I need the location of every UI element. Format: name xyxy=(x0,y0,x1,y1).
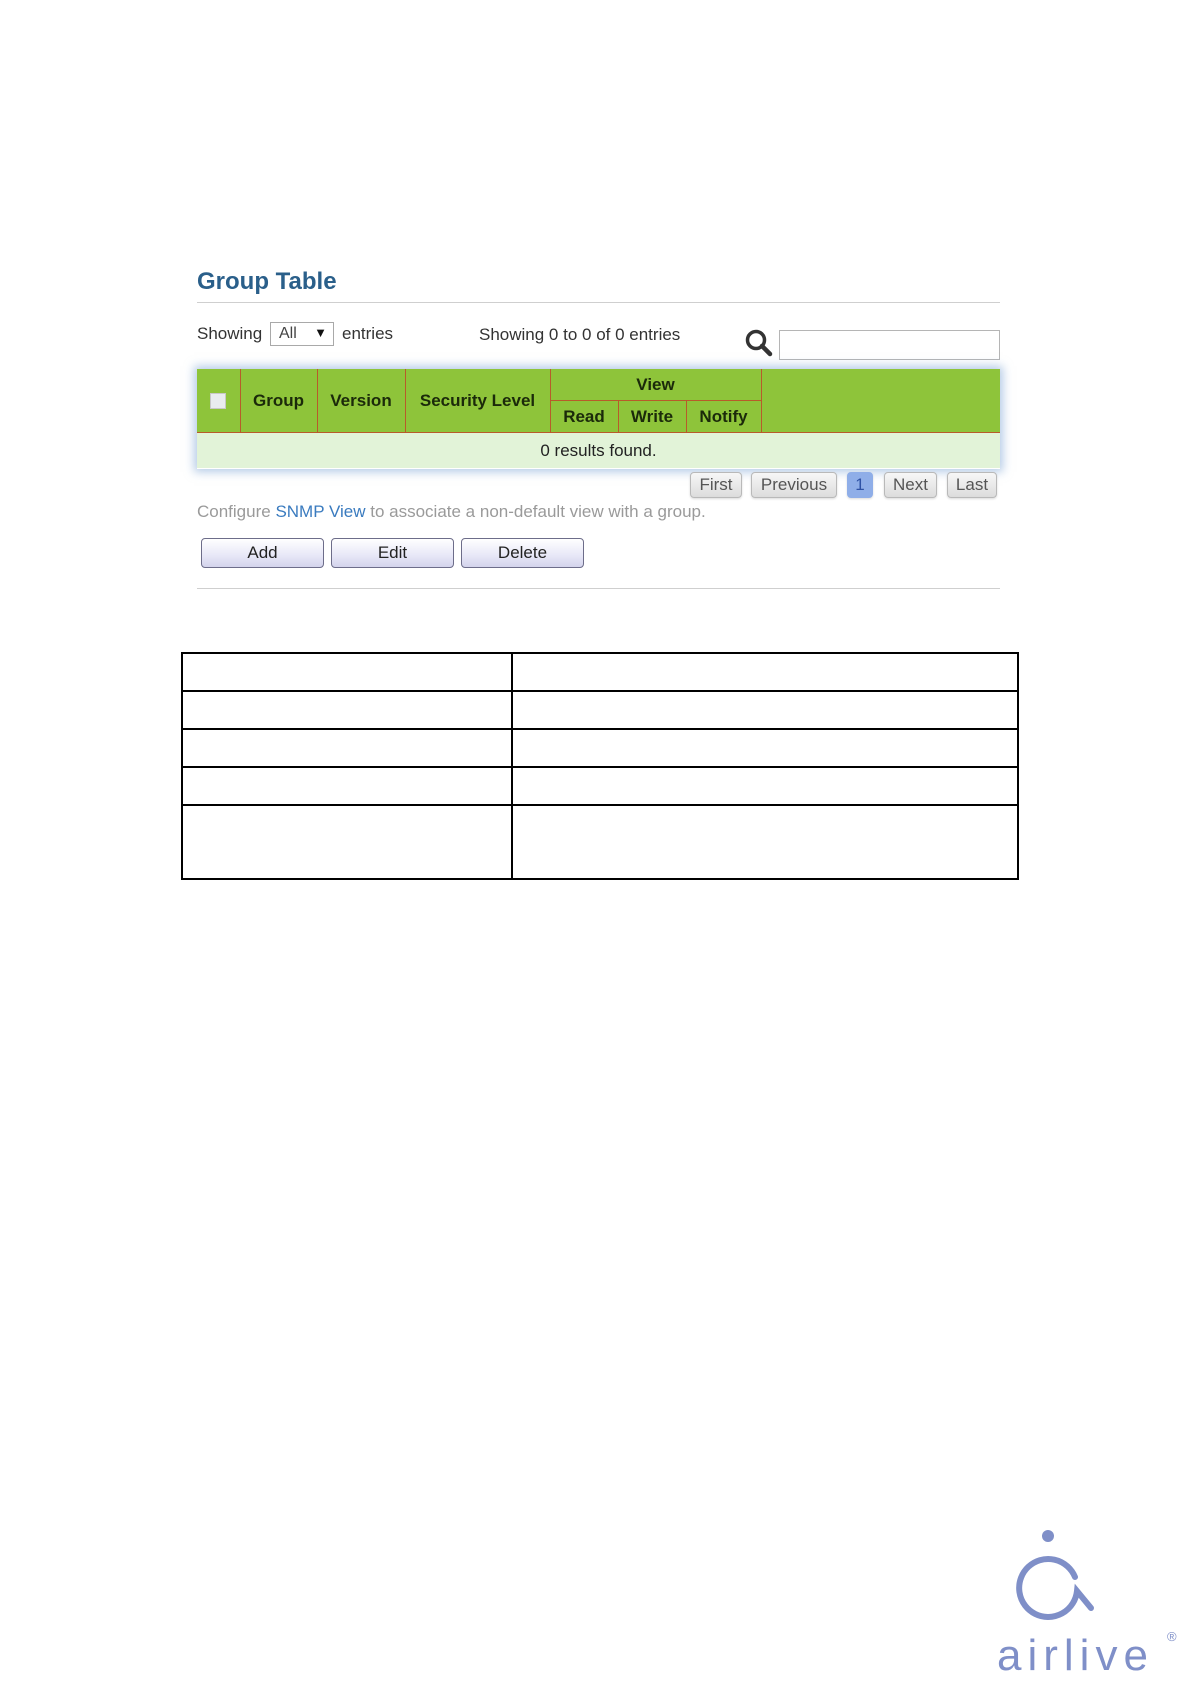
group-table xyxy=(197,369,1000,469)
col-read[interactable]: Read xyxy=(550,401,618,433)
logo-registered-mark: ® xyxy=(1167,1629,1177,1644)
page-size-select[interactable] xyxy=(270,322,334,346)
snmp-view-link[interactable]: SNMP View xyxy=(275,502,366,521)
delete-button[interactable]: Delete xyxy=(461,538,584,568)
col-security-level[interactable]: Security Level xyxy=(405,369,550,433)
param-desc-cell xyxy=(512,691,1018,729)
param-desc-cell xyxy=(512,805,1018,879)
select-all-header xyxy=(197,369,240,433)
col-version[interactable]: Version xyxy=(317,369,405,433)
param-name-cell xyxy=(182,729,512,767)
parameter-table xyxy=(181,652,1019,880)
add-button[interactable]: Add xyxy=(201,538,324,568)
first-page-button[interactable]: First xyxy=(690,472,742,498)
section-divider xyxy=(197,588,1000,589)
param-name-cell xyxy=(182,653,512,691)
entries-label: entries xyxy=(342,324,394,343)
entries-info: Showing 0 to 0 of 0 entries xyxy=(479,325,681,344)
empty-message: 0 results found. xyxy=(197,433,1000,469)
showing-label: Showing xyxy=(197,324,263,343)
title-divider xyxy=(197,302,1000,303)
edit-button[interactable]: Edit xyxy=(331,538,454,568)
param-name-cell xyxy=(182,691,512,729)
param-desc-cell xyxy=(512,767,1018,805)
col-notify[interactable]: Notify xyxy=(686,401,761,433)
snmp-view-hint xyxy=(197,502,706,522)
logo-text: airlive xyxy=(997,1631,1154,1677)
param-name-cell xyxy=(182,805,512,879)
dropdown-arrow-icon: ▼ xyxy=(314,325,327,340)
param-name-cell xyxy=(182,767,512,805)
next-page-button[interactable]: Next xyxy=(884,472,937,498)
hint-suffix: to associate a non-default view with a group. xyxy=(365,502,706,521)
select-all-checkbox[interactable] xyxy=(210,393,226,409)
page-title: Group Table xyxy=(197,268,337,295)
col-spacer xyxy=(761,369,1000,433)
search-input[interactable] xyxy=(779,330,1000,360)
hint-prefix: Configure xyxy=(197,502,276,521)
last-page-button[interactable]: Last xyxy=(947,472,997,498)
param-desc-cell xyxy=(512,653,1018,691)
previous-page-button[interactable]: Previous xyxy=(751,472,837,498)
param-desc-cell xyxy=(512,729,1018,767)
airlive-logo xyxy=(995,1525,1181,1677)
page-1-button[interactable]: 1 xyxy=(847,472,873,498)
col-view: View xyxy=(550,369,761,401)
col-group[interactable]: Group xyxy=(240,369,317,433)
col-write[interactable]: Write xyxy=(618,401,686,433)
page-size-value: All xyxy=(279,325,297,342)
search-icon[interactable] xyxy=(744,328,774,358)
